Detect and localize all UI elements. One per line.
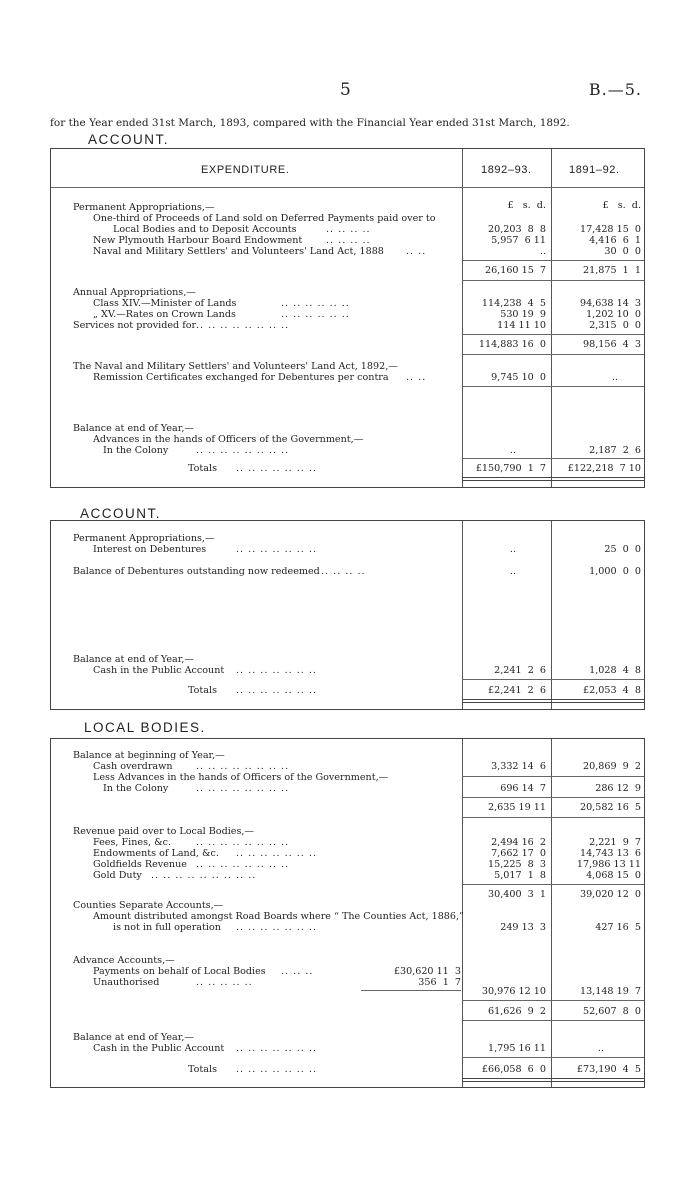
row-label: Advances in the hands of Officers of the Government,— xyxy=(93,434,364,445)
subtotal-cell: 20,582 16 5 xyxy=(579,802,641,813)
row-heading: Advance Accounts,— xyxy=(73,955,175,966)
subtotal-cell: 61,626 9 2 xyxy=(488,1006,546,1017)
value-cell: 1,795 16 11 xyxy=(488,1043,546,1054)
row-heading: Permanent Appropriations,— xyxy=(73,533,215,544)
row-label: Endowments of Land, &c. xyxy=(93,848,219,859)
value-cell: 5,017 1 8 xyxy=(494,870,546,881)
value-cell: .. xyxy=(611,372,618,383)
row-label: In the Colony xyxy=(103,445,169,456)
row-label: Balance of Debentures outstanding now redeemed xyxy=(73,566,320,577)
row-heading: Annual Appropriations,— xyxy=(73,287,196,298)
row-heading: Balance at end of Year,— xyxy=(73,423,194,434)
row-label: Amount distributed amongst Road Boards where “ The Counties Act, 1886,” xyxy=(93,911,464,922)
value-cell: 7,662 17 0 xyxy=(491,848,546,859)
totals-cell: £2,053 4 8 xyxy=(583,685,641,696)
value-cell: .. xyxy=(509,544,516,555)
page-number: 5 xyxy=(340,80,351,100)
totals-cell: £122,218 7 10 xyxy=(567,463,641,474)
row-heading: The Naval and Military Settlers' and Volunteers' Land Act, 1892,— xyxy=(73,361,398,372)
value-cell: 114 11 10 xyxy=(497,320,546,331)
row-heading: Counties Separate Accounts,— xyxy=(73,900,224,911)
row-label: Goldfields Revenue xyxy=(93,859,187,870)
totals-cell: £150,790 1 7 xyxy=(475,463,546,474)
subtotal-cell: 30,400 3 1 xyxy=(488,889,546,900)
value-cell: 20,869 9 2 xyxy=(583,761,641,772)
value-cell: 286 12 9 xyxy=(595,783,641,794)
value-cell: 17,986 13 11 xyxy=(576,859,641,870)
row-label: „ XV.—Rates on Crown Lands xyxy=(93,309,236,320)
row-heading: Balance at beginning of Year,— xyxy=(73,750,225,761)
subtotal-cell: 114,883 16 0 xyxy=(478,339,546,350)
local-bodies-table: Balance at beginning of Year,— Cash overdrawn .. .. .. .. .. .. .. .. Less Advances in the hands of Officers of the Government,— In the Colony .. .. .. .. .. .. .. .. 3,332 14 6 20,869 9 2 696 14 7 286 12 9 2,635 19 11 20,582 16 5 Revenue paid over to Local Bodies,— Fees, Fines, &c. .. .. .. .. .. .. .. .. Endowments of Land, &c. .. .. .. .. .. .. .. Goldfields Revenue .. .. .. .. .. .. .. .. Gold Duty .. .. .. .. .. .. .. .. .. 2,494 16 2 2,221 9 7 7,662 17 0 14,743 13 6 15,225 8 3 17,986 13 11 5,017 1 8 4,068 15 0 30,400 3 1 39,020 12 0 Counties Separate Accounts,— Amount distributed amongst Road Boards where “ The Counties Act, 1886,” is not in full operation .. .. .. .. .. .. .. 249 13 3 427 16 5 Advance Accounts,— Payments on behalf of Local Bodies .. .. .. Unauthorised .. .. .. .. .. £30,620 11 3 356 1 7 30,976 12 10 13,148 19 7 61,626 9 2 52,607 8 0 Balance at end of Year,— Cash in the Public Account .. .. .. .. .. .. .. 1,795 16 11 .. Totals .. .. .. .. .. .. .. £66,058 6 0 £73,190 4 5 xyxy=(50,738,645,1088)
value-cell: 94,638 14 3 xyxy=(579,298,641,309)
value-cell: 2,494 16 2 xyxy=(491,837,546,848)
value-cell: 114,238 4 5 xyxy=(481,298,546,309)
totals-cell: £73,190 4 5 xyxy=(576,1064,641,1075)
value-cell: .. xyxy=(597,1043,604,1054)
totals-label: Totals xyxy=(188,1064,217,1075)
subtotal-cell: 52,607 8 0 xyxy=(583,1006,641,1017)
section-title: ACCOUNT. xyxy=(80,506,162,521)
row-label: In the Colony xyxy=(103,783,169,794)
value-cell: 2,221 9 7 xyxy=(589,837,641,848)
value-cell: 3,332 14 6 xyxy=(491,761,546,772)
subtotal-cell: 98,156 4 3 xyxy=(583,339,641,350)
value-cell: 2,187 2 6 xyxy=(589,445,641,456)
value-cell: 15,225 8 3 xyxy=(488,859,546,870)
row-label: is not in full operation xyxy=(113,922,221,933)
value-cell: 249 13 3 xyxy=(500,922,546,933)
currency-header: £ s. d. xyxy=(507,200,546,211)
row-heading: Permanent Appropriations,— xyxy=(73,202,215,213)
value-cell: 1,028 4 8 xyxy=(589,665,641,676)
subtotal-cell: 2,635 19 11 xyxy=(488,802,546,813)
column-header-expenditure: EXPENDITURE. xyxy=(201,164,290,176)
value-cell: 13,148 19 7 xyxy=(579,986,641,997)
row-label: Remission Certificates exchanged for Debentures per contra xyxy=(93,372,389,383)
row-label: Cash in the Public Account xyxy=(93,665,225,676)
totals-label: Totals xyxy=(188,463,217,474)
row-label: Fees, Fines, &c. xyxy=(93,837,172,848)
value-cell: 4,416 6 1 xyxy=(589,235,641,246)
page-subtitle: for the Year ended 31st March, 1893, compared with the Financial Year ended 31st March, 1892. xyxy=(50,117,570,129)
row-label: Cash overdrawn xyxy=(93,761,173,772)
column-header-1892-93: 1892–93. xyxy=(481,164,532,176)
row-label: Naval and Military Settlers' and Volunteers' Land Act, 1888 xyxy=(93,246,384,257)
inner-value-cell: £30,620 11 3 xyxy=(393,966,461,977)
inner-value-cell: 356 1 7 xyxy=(418,977,461,988)
subtotal-cell: 26,160 15 7 xyxy=(484,265,546,276)
row-label: Services not provided for xyxy=(73,320,197,331)
row-label: Gold Duty xyxy=(93,870,142,881)
subtotal-cell: 21,875 1 1 xyxy=(583,265,641,276)
expenditure-table: EXPENDITURE. 1892–93. 1891–92. £ s. d. £ s. d. Permanent Appropriations,— One-third of Proceeds of Land sold on Deferred Payments paid over to Local Bodies and to Deposit Accounts .. .. .. .. New Plymouth Harbour Board Endowment .. .. .. .. Naval and Military Settlers' and Volunteers' Land Act, 1888 .. .. 20,203 8 8 17,428 15 0 5,957 6 11 4,416 6 1 .. 30 0 0 26,160 15 7 21,875 1 1 Annual Appropriations,— Class XIV.—Minister of Lands .. .. .. .. .. .. „ XV.—Rates on Crown Lands .. .. .. .. .. .. Services not provided for .. .. .. .. .. .. .. .. 114,238 4 5 94,638 14 3 530 19 9 1,202 10 0 114 11 10 2,315 0 0 114,883 16 0 98,156 4 3 The Naval and Military Settlers' and Volunteers' Land Act, 1892,— Remission Certificates exchanged for Debentures per contra .. .. 9,745 10 0 .. Balance at end of Year,— Advances in the hands of Officers of the Government,— In the Colony .. .. .. .. .. .. .. .. .. 2,187 2 6 Totals .. .. .. .. .. .. .. £150,790 1 7 £122,218 7 10 xyxy=(50,148,645,488)
row-label: Class XIV.—Minister of Lands xyxy=(93,298,237,309)
totals-cell: £2,241 2 6 xyxy=(488,685,546,696)
value-cell: 4,068 15 0 xyxy=(586,870,641,881)
value-cell: 14,743 13 6 xyxy=(579,848,641,859)
value-cell: 1,202 10 0 xyxy=(586,309,641,320)
value-cell: 2,315 0 0 xyxy=(589,320,641,331)
value-cell: 696 14 7 xyxy=(500,783,546,794)
value-cell: 530 19 9 xyxy=(500,309,546,320)
document-code: B.—5. xyxy=(588,80,642,99)
row-label: New Plymouth Harbour Board Endowment xyxy=(93,235,303,246)
row-heading: Revenue paid over to Local Bodies,— xyxy=(73,826,255,837)
column-header-1891-92: 1891–92. xyxy=(569,164,620,176)
section-title: ACCOUNT. xyxy=(88,132,170,147)
row-label: One-third of Proceeds of Land sold on Deferred Payments paid over to xyxy=(93,213,436,224)
section-title: LOCAL BODIES. xyxy=(84,720,206,735)
value-cell: 20,203 8 8 xyxy=(488,224,546,235)
value-cell: 30,976 12 10 xyxy=(481,986,546,997)
row-label: Local Bodies and to Deposit Accounts xyxy=(113,224,297,235)
value-cell: 9,745 10 0 xyxy=(491,372,546,383)
subtotal-cell: 39,020 12 0 xyxy=(579,889,641,900)
value-cell: 2,241 2 6 xyxy=(494,665,546,676)
row-label: Payments on behalf of Local Bodies xyxy=(93,966,266,977)
totals-cell: £66,058 6 0 xyxy=(481,1064,546,1075)
row-label: Unauthorised xyxy=(93,977,160,988)
value-cell: 1,000 0 0 xyxy=(589,566,641,577)
value-cell: 17,428 15 0 xyxy=(579,224,641,235)
value-cell: 25 0 0 xyxy=(604,544,641,555)
value-cell: 30 0 0 xyxy=(604,246,641,257)
row-heading: Balance at end of Year,— xyxy=(73,654,194,665)
row-label: Interest on Debentures xyxy=(93,544,207,555)
row-label: Less Advances in the hands of Officers of the Government,— xyxy=(93,772,389,783)
debenture-table: Permanent Appropriations,— Interest on Debentures .. .. .. .. .. .. .. .. 25 0 0 Balance of Debentures outstanding now redeemed .. .. .. .. .. 1,000 0 0 Balance at end of Year,— Cash in the Public Account .. .. .. .. .. .. .. 2,241 2 6 1,028 4 8 Totals .. .. .. .. .. .. .. £2,241 2 6 £2,053 4 8 xyxy=(50,520,645,710)
row-label: Cash in the Public Account xyxy=(93,1043,225,1054)
value-cell: .. xyxy=(509,566,516,577)
value-cell: .. xyxy=(509,445,516,456)
currency-header: £ s. d. xyxy=(602,200,641,211)
totals-label: Totals xyxy=(188,685,217,696)
row-heading: Balance at end of Year,— xyxy=(73,1032,194,1043)
value-cell: 5,957 6 11 xyxy=(491,235,546,246)
value-cell: 427 16 5 xyxy=(595,922,641,933)
value-cell: .. xyxy=(539,246,546,257)
